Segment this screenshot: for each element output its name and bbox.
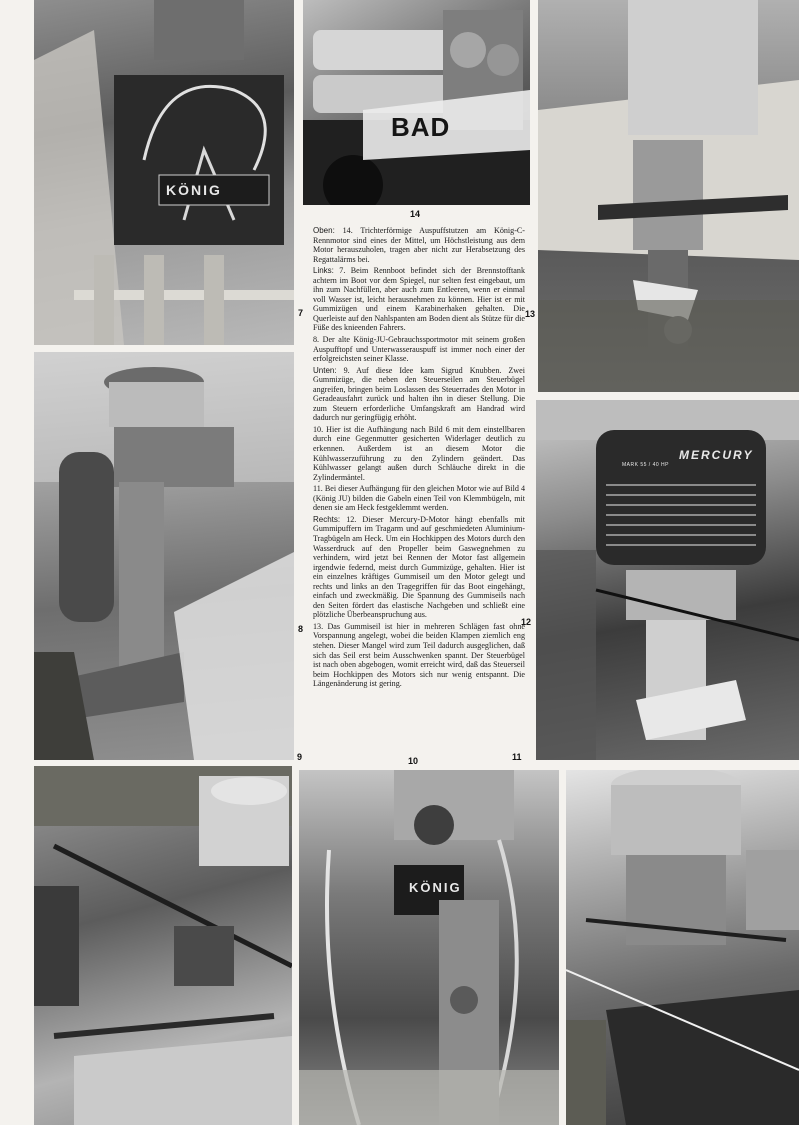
photo-14-hull-lettering: BAD (391, 112, 451, 142)
photo-12-drawing (536, 400, 799, 760)
figure-number-9: 9 (297, 752, 303, 762)
photo-8-drawing (34, 352, 294, 760)
caption-9: Unten: 9. Auf diese Idee kam Sigrud Knubben. Zwei Gummizüge, die neben den Steuerseilen am Steuerbügel angreifen, bringen beim Loslassen des Steuerrades den Motor in Geradeausfahrt zurück und halten ihn in dieser Stellung. Die zum Steuern erforderliche Umfangskraft am Handrad wird dadurch nur geringfügig erhöht. (313, 365, 525, 423)
article-text-column (313, 226, 525, 691)
photo-14-drawing (303, 0, 530, 205)
figure-number-13: 13 (525, 309, 536, 319)
caption-7: Links: 7. Beim Rennboot befindet sich der Brennstofftank achtern im Boot vor dem Spiegel, nur selten fest eingebaut, um ihn zum Nachfüllen, aber auch zum Entleeren, wenn er einmal voll Wasser ist, leicht herausnehmen zu können. Hier ist er mit Gummizügen und einem Karabinerhaken gehalten. Die Querleiste auf den Nahlspanten am Boden dient als Stütze für die Füße des knieenden Fahrers. (313, 266, 525, 333)
photo-12-mercury-logo: MERCURY (679, 448, 754, 462)
photo-12-mercury-motor (536, 400, 799, 760)
photo-7-brand-plate: KÖNIG (166, 182, 222, 198)
photo-9-steering-cords (34, 766, 292, 1125)
caption-8: 8. Der alte König-JU-Gebrauchssportmotor mit seinem großen Auspufftopf und Unterwasserauspuff ist immer noch einer der erfolgreichsten seiner Klasse. (313, 335, 525, 364)
figure-number-14: 14 (410, 209, 421, 219)
photo-13-outboard-rope (538, 0, 799, 392)
figure-number-8: 8 (298, 624, 304, 634)
caption-10: 10. Hier ist die Aufhängung nach Bild 6 mit dem einstellbaren durch eine Gegenmutter gesicherten Widerlager deutlich zu erkennen. Außerdem ist an diesem Motor die Kühlwasserzuführung zu den Zylindern geändert. Das Kühlwasser gelangt außen durch Schläuche direkt in die Zylindermäntel. (313, 424, 525, 482)
figure-number-11: 11 (512, 752, 522, 762)
caption-12: Rechts: 12. Dieser Mercury-D-Motor hängt ebenfalls mit Gummipuffern im Tragarm und auf geschmiedeten Aluminium-Tragbügeln am Heck. Um ein Hochkippen des Motors durch den Wasserdruck auf den Propeller beim Gaswegnehmen zu verhindern, wird jetzt bei Rennen der Motor fast allgemein irgendwie federnd, meist durch Gummizüge, gehalten. Hier ist ein einzelnes kräftiges Gummiseil um den Motor gelegt und rechts und links an den Tragegriffen für das Boot eingehängt, einfach und zweckmäßig. Die Spannung des Gummiseils nach den Seiten fördert das elastische Nachgeben und schließt eine plötzliche Überbeanspruchung aus. (313, 514, 525, 620)
photo-9-drawing (34, 766, 292, 1125)
photo-7-drawing (34, 0, 294, 345)
photo-13-drawing (538, 0, 799, 392)
photo-7-fuel-tank (34, 0, 294, 345)
photo-12-model-plate: MARK 55 / 40 HP (622, 462, 669, 468)
photo-10-koenig-hoses (299, 770, 559, 1125)
photo-11-drawing (566, 770, 799, 1125)
photo-14-exhaust-stubs (303, 0, 530, 205)
figure-number-10: 10 (408, 756, 419, 766)
photo-10-drawing (299, 770, 559, 1125)
caption-11: 11. Bei dieser Aufhängung für den gleichen Motor wie auf Bild 4 (König JU) bilden die Gabeln einen Teil von Klemmbügeln, mit denen sie am Heck festgeklemmt werden. (313, 484, 525, 513)
photo-11-clamp-suspension (566, 770, 799, 1125)
figure-number-7: 7 (298, 308, 304, 318)
photo-10-brand-plate: KÖNIG (409, 880, 462, 895)
caption-13: 13. Das Gummiseil ist hier in mehreren Schlägen fast ohne Vorspannung angelegt, wobei die beiden Klampen ziemlich eng stehen. Dieser Mangel wird zum Teil dadurch ausgeglichen, daß sich das Seil erst beim Ausschwenken spannt. Der Steuerbügel ist nach oben abgebogen, womit erreicht wird, daß das Steuerseil beim Hochkippen des Motors sich nur wenig entspannt. Die Längenänderung ist gering. (313, 621, 525, 689)
figure-number-12: 12 (521, 617, 532, 627)
photo-8-koenig-ju-motor (34, 352, 294, 760)
caption-14: Oben: 14. Trichterförmige Auspuffstutzen am König-C-Rennmotor sind eines der Mittel, um Höchstleistung aus dem Motor herauszuholen, tragen aber nicht zur Herabsetzung des Regattalärms bei. (313, 226, 525, 264)
